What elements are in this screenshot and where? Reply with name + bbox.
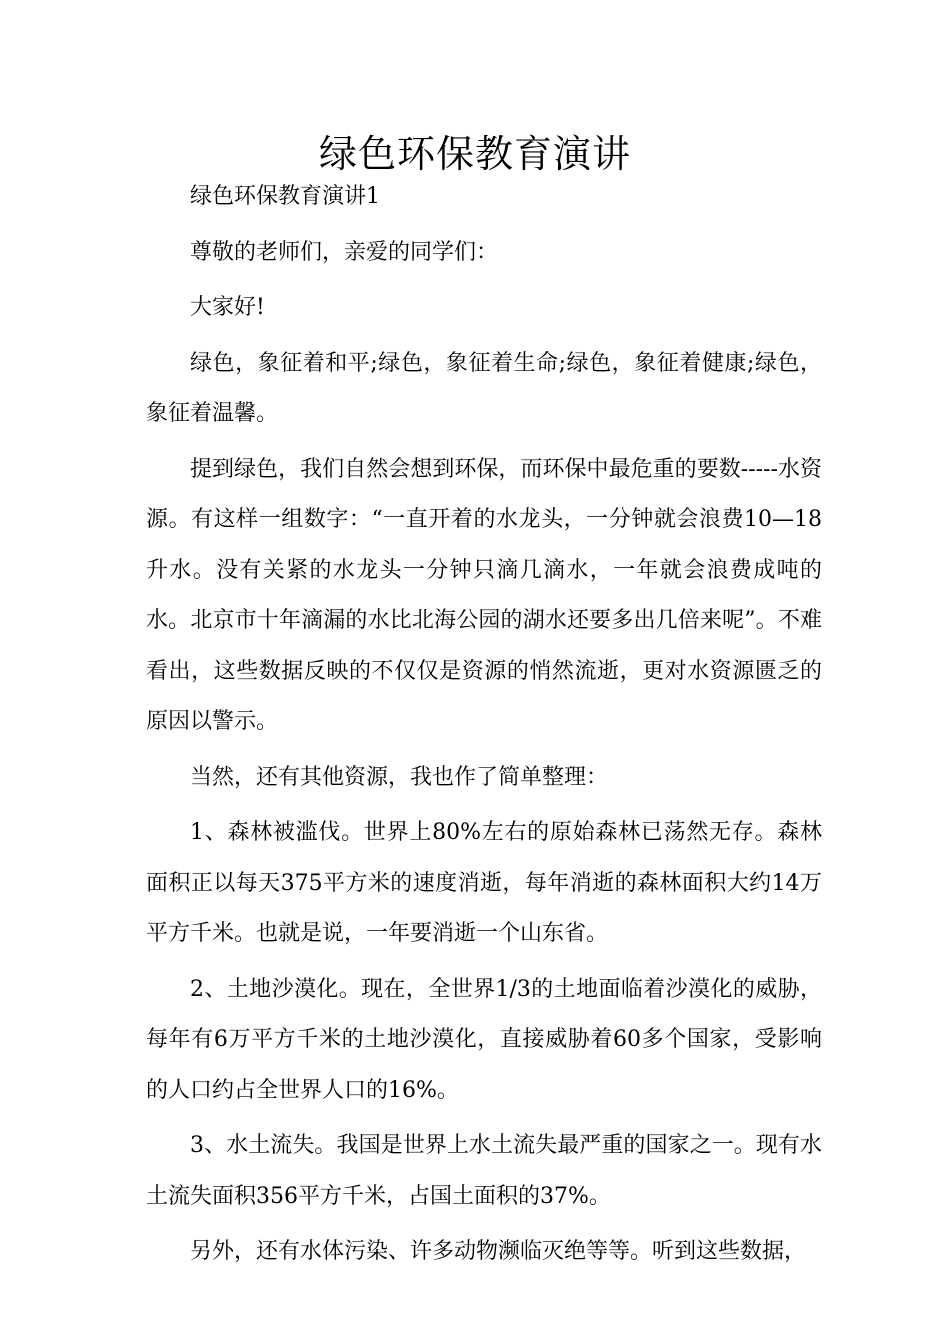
paragraph-other-resources: 当然，还有其他资源，我也作了简单整理：	[190, 764, 609, 790]
paragraph-salutation: 尊敬的老师们，亲爱的同学们：	[190, 239, 499, 265]
paragraph-desertification: 2、土地沙漠化。现在，全世界1/3的土地面临着沙漠化的威胁，每年有6万平方千米的土地沙漠化，直接威胁着60多个国家，受影响的人口约占全世界人口的16%。	[146, 976, 822, 1103]
paragraph-soil-erosion: 3、水土流失。我国是世界上水土流失最严重的国家之一。现有水土流失面积356平方千米，占国土面积的37%。	[146, 1133, 822, 1209]
paragraph-water-resources: 提到绿色，我们自然会想到环保，而环保中最危重的要数-----水资源。有这样一组数字：“一直开着的水龙头，一分钟就会浪费10—18升水。没有关紧的水龙头一分钟只滴几滴水，一年就会浪费成吨的水。北京市十年滴漏的水比北海公园的湖水还要多出几倍来呢”。不难看出，这些数据反映的不仅仅是资源的悄然流逝，更对水资源匮乏的原因以警示。	[146, 456, 822, 734]
paragraph-greeting: 大家好!	[190, 295, 265, 320]
paragraph-heading: 绿色环保教育演讲1	[190, 184, 380, 209]
document-body	[146, 172, 822, 1283]
paragraph-other-pollution: 另外，还有水体污染、许多动物濒临灭绝等等。听到这些数据，	[190, 1239, 807, 1264]
paragraph-forest: 1、森林被滥伐。世界上80%左右的原始森林已荡然无存。森林面积正以每天375平方米的速度消逝，每年消逝的森林面积大约14万平方千米。也就是说，一年要消逝一个山东省。	[146, 820, 822, 946]
document-title: 绿色环保教育演讲	[318, 132, 631, 176]
paragraph-green-symbol: 绿色，象征着和平;绿色，象征着生命;绿色，象征着健康;绿色，象征着温馨。	[146, 350, 822, 426]
